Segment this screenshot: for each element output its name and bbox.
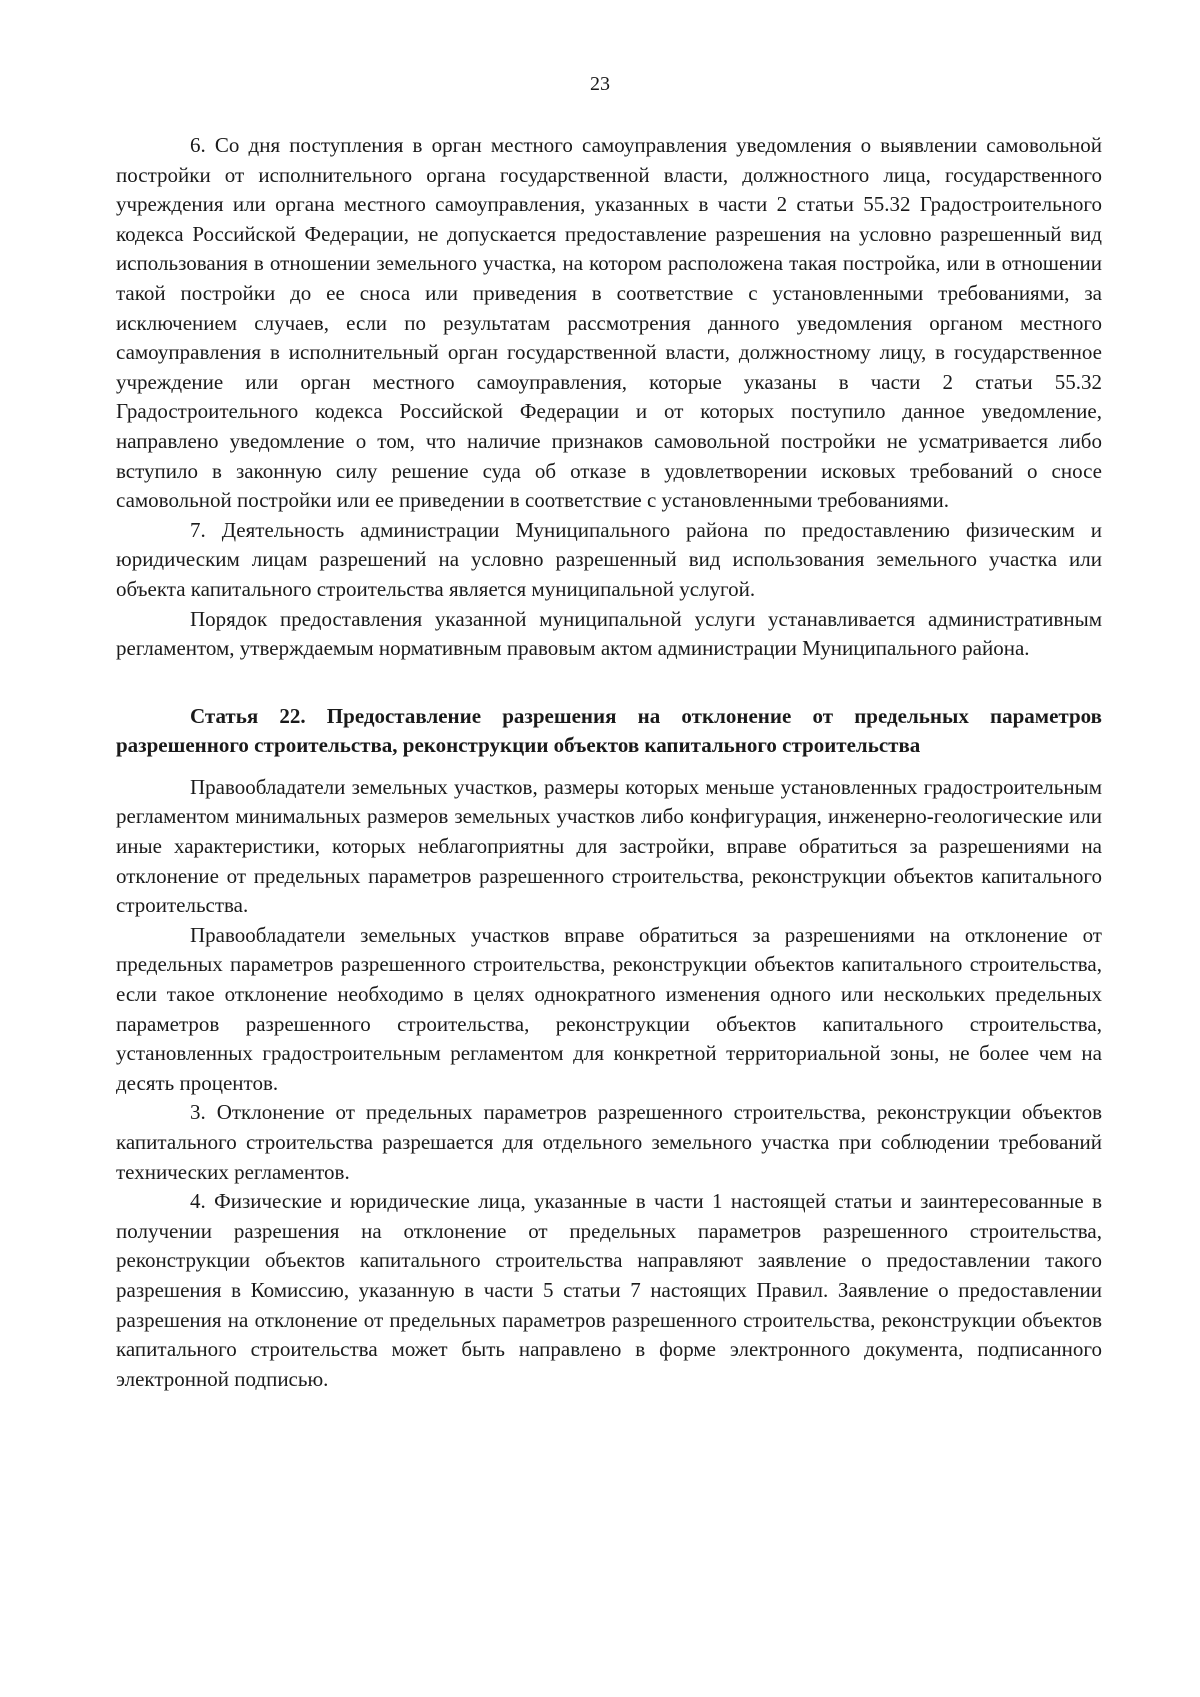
article-22-paragraph-1: Правообладатели земельных участков, размеры которых меньше установленных градостроительным регламентом минимальных размеров земельных участков либо конфигурация, инженерно-геологические или иные характеристики, которых неблагоприятны для застройки, вправе обратиться за разрешениями на отклонение от предельных параметров разрешенного строительства, реконструкции объектов капитального строительства. bbox=[116, 774, 1102, 918]
document-body bbox=[116, 131, 1102, 1394]
article-22-paragraph-2: Правообладатели земельных участков вправе обратиться за разрешениями на отклонение от предельных параметров разрешенного строительства, реконструкции объектов капитального строительства, если такое отклонение необходимо в целях однократного изменения одного или нескольких предельных параметров разрешенного строительства, реконструкции объектов капитального строительства, установленных градостроительным регламентом для конкретной территориальной зоны, не более чем на десять процентов. bbox=[116, 922, 1102, 1095]
page-number: 23 bbox=[590, 73, 610, 95]
paragraph-procedure: Порядок предоставления указанной муниципальной услуги устанавливается административным регламентом, утверждаемым нормативным правовым актом администрации Муниципального района. bbox=[116, 606, 1102, 661]
paragraph-7: 7. Деятельность администрации Муниципального района по предоставлению физическим и юридическим лицам разрешений на условно разрешенный вид использования земельного участка или объекта капитального строительства является муниципальной услугой. bbox=[116, 517, 1102, 601]
article-22-paragraph-3: 3. Отклонение от предельных параметров разрешенного строительства, реконструкции объектов капитального строительства разрешается для отдельного земельного участка при соблюдении требований технических регламентов. bbox=[116, 1100, 1102, 1184]
article-22-paragraph-4: 4. Физические и юридические лица, указанные в части 1 настоящей статьи и заинтересованные в получении разрешения на отклонение от предельных параметров разрешенного строительства, реконструкции объектов капитального строительства направляют заявление о предоставлении такого разрешения в Комиссию, указанную в части 5 статьи 7 настоящих Правил. Заявление о предоставлении разрешения на отклонение от предельных параметров разрешенного строительства, реконструкции объектов капитального строительства может быть направлено в форме электронного документа, подписанного электронной подписью. bbox=[116, 1189, 1102, 1391]
paragraph-6: 6. Со дня поступления в орган местного самоуправления уведомления о выявлении самовольной постройки от исполнительного органа государственной власти, должностного лица, государственного учреждения или органа местного самоуправления, указанных в части 2 статьи 55.32 Градостроительного кодекса Российской Федерации, не допускается предоставление разрешения на условно разрешенный вид использования в отношении земельного участка, на котором расположена такая постройка, или в отношении такой постройки до ее сноса или приведения в соответствие с установленными требованиями, за исключением случаев, если по результатам рассмотрения данного уведомления органом местного самоуправления в исполнительный орган государственной власти, должностному лицу, в государственное учреждение или орган местного самоуправления, которые указаны в части 2 статьи 55.32 Градостроительного кодекса Российской Федерации и от которых поступило данное уведомление, направлено уведомление о том, что наличие признаков самовольной постройки не усматривается либо вступило в законную силу решение суда об отказе в удовлетворении исковых требований о сносе самовольной постройки или ее приведении в соответствие с установленными требованиями. bbox=[116, 133, 1102, 513]
article-22-heading: Статья 22. Предоставление разрешения на отклонение от предельных параметров разрешенного строительства, реконструкции объектов капитального строительства bbox=[116, 703, 1102, 758]
